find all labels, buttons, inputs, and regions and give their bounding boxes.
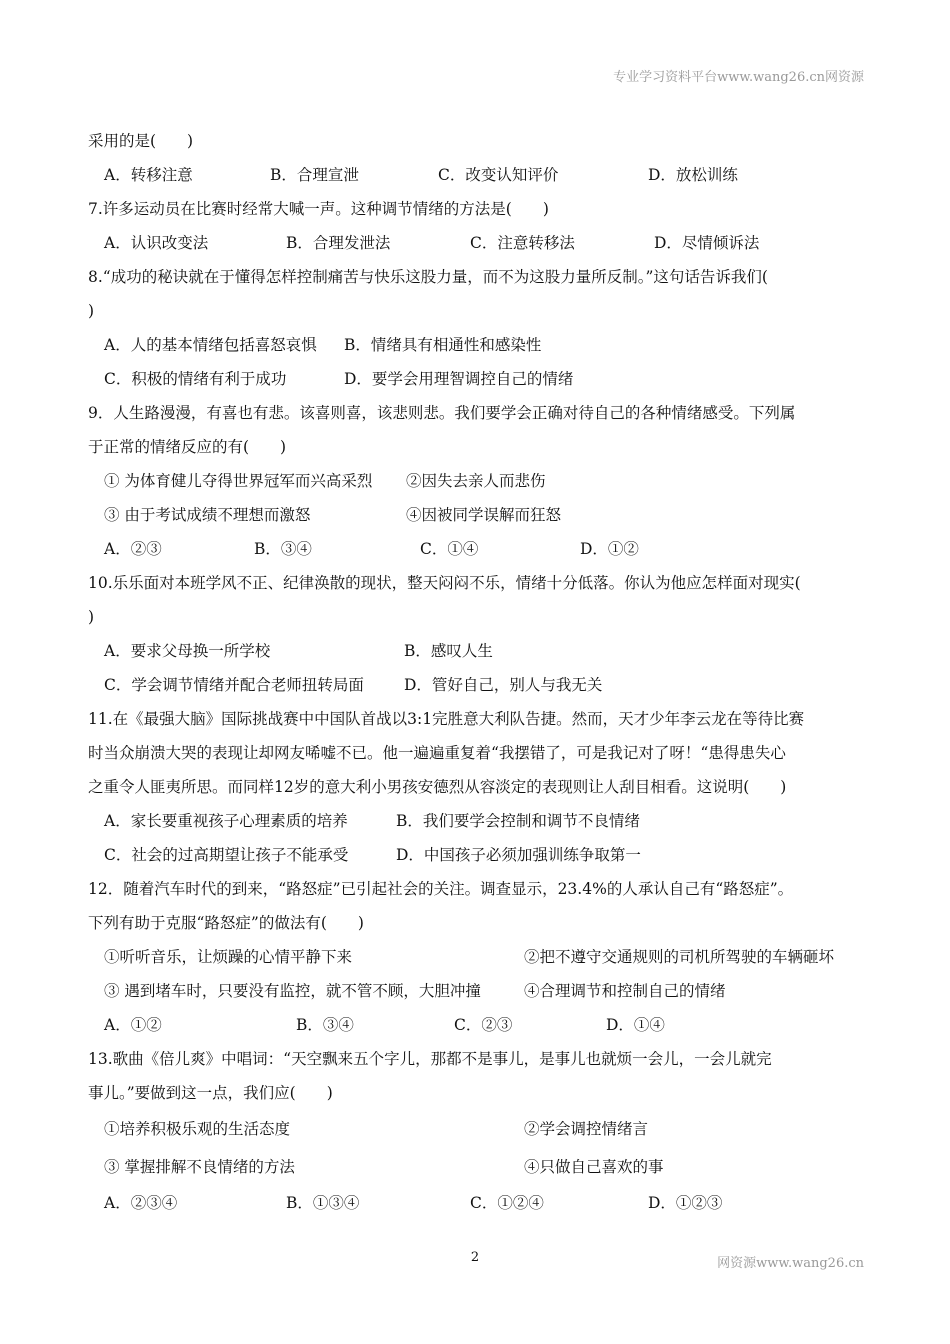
q8-option-a[interactable]: A．人的基本情绪包括喜怒哀惧 xyxy=(104,336,317,354)
q11-option-a[interactable]: A．家长要重视孩子心理素质的培养 xyxy=(104,812,348,830)
q13-items-row1 xyxy=(88,1110,868,1148)
q12-items-row1 xyxy=(88,940,868,974)
q12-stem-line2: 下列有助于克服“路怒症”的做法有( ) xyxy=(88,914,364,932)
q8-options-row1 xyxy=(88,328,868,362)
q10-stem-line1: 10.乐乐面对本班学风不正、纪律涣散的现状，整天闷闷不乐，情绪十分低落。你认为他应怎样面对现实( xyxy=(88,574,801,592)
q6-option-d[interactable]: D．放松训练 xyxy=(648,166,738,184)
q9-item-1: ① 为体育健儿夺得世界冠军而兴高采烈 xyxy=(104,472,373,490)
q12-item-4: ④合理调节和控制自己的情绪 xyxy=(524,982,726,1000)
q13-options xyxy=(88,1186,868,1220)
q9-items-row1 xyxy=(88,464,868,498)
q13-option-d[interactable]: D．①②③ xyxy=(648,1194,723,1212)
q12-stem-line1: 12．随着汽车时代的到来，“路怒症”已引起社会的关注。调查显示，23.4%的人承认自己有“路怒症”。 xyxy=(88,880,794,898)
q9-options xyxy=(88,532,868,566)
q9-stem-line1: 9．人生路漫漫，有喜也有悲。该喜则喜，该悲则悲。我们要学会正确对待自己的各种情绪感受。下列属 xyxy=(88,404,796,422)
q9-option-d[interactable]: D．①② xyxy=(580,540,639,558)
q9-option-b[interactable]: B．③④ xyxy=(254,540,312,558)
q10-option-b[interactable]: B．感叹人生 xyxy=(404,642,493,660)
q9-option-a[interactable]: A．②③ xyxy=(104,540,162,558)
q10-option-a[interactable]: A．要求父母换一所学校 xyxy=(104,642,271,660)
q11-option-c[interactable]: C．社会的过高期望让孩子不能承受 xyxy=(104,846,349,864)
q10-option-d[interactable]: D．管好自己，别人与我无关 xyxy=(404,676,603,694)
q11-stem-line3: 之重令人匪夷所思。而同样12岁的意大利小男孩安德烈从容淡定的表现则让人刮目相看。这说明( ) xyxy=(88,778,787,796)
q9-item-4: ④因被同学误解而狂怒 xyxy=(406,506,562,524)
page-number: 2 xyxy=(470,1250,480,1265)
q8-option-d[interactable]: D．要学会用理智调控自己的情绪 xyxy=(344,370,574,388)
header-site-text: 专业学习资料平台www.wang26.cn网资源 xyxy=(613,70,864,85)
q7-option-b[interactable]: B．合理发泄法 xyxy=(286,234,391,252)
q7-options xyxy=(88,226,868,260)
q13-option-a[interactable]: A．②③④ xyxy=(104,1194,178,1212)
q13-option-b[interactable]: B．①③④ xyxy=(286,1194,360,1212)
q9-item-3: ③ 由于考试成绩不理想而激怒 xyxy=(104,506,311,524)
q13-stem-line1: 13.歌曲《倍儿爽》中唱词：“天空飘来五个字儿，那都不是事儿，是事儿也就烦一会儿，一会儿就完 xyxy=(88,1050,772,1068)
q12-option-d[interactable]: D．①④ xyxy=(606,1016,665,1034)
q10-options-row2 xyxy=(88,668,868,702)
q10-stem-line2: ) xyxy=(88,608,95,626)
q11-options-row1 xyxy=(88,804,868,838)
q7-option-c[interactable]: C．注意转移法 xyxy=(470,234,575,252)
q8-stem-line2: ) xyxy=(88,302,95,320)
q11-stem-line2: 时当众崩溃大哭的表现让却网友唏嘘不已。他一遍遍重复着“我摆错了，可是我记对了呀！“患得患失心 xyxy=(88,744,786,762)
q11-stem-line1: 11.在《最强大脑》国际挑战赛中中国队首战以3:1完胜意大利队告捷。然而，天才少年李云龙在等待比赛 xyxy=(88,710,805,728)
q8-option-b[interactable]: B．情绪具有相通性和感染性 xyxy=(344,336,542,354)
q13-stem-line2: 事儿。”要做到这一点，我们应( ) xyxy=(88,1084,333,1102)
q9-stem-line2: 于正常的情绪反应的有( ) xyxy=(88,438,287,456)
q12-option-b[interactable]: B．③④ xyxy=(296,1016,354,1034)
q13-item-1: ①培养积极乐观的生活态度 xyxy=(104,1120,291,1138)
footer-site-text: 网资源www.wang26.cn xyxy=(717,1256,864,1271)
q7-option-d[interactable]: D．尽情倾诉法 xyxy=(654,234,760,252)
q12-option-c[interactable]: C．②③ xyxy=(454,1016,513,1034)
q8-option-c[interactable]: C．积极的情绪有利于成功 xyxy=(104,370,287,388)
q7-stem: 7.许多运动员在比赛时经常大喊一声。这种调节情绪的方法是( ) xyxy=(88,200,549,218)
q6-option-a[interactable]: A．转移注意 xyxy=(104,166,193,184)
q7-option-a[interactable]: A．认识改变法 xyxy=(104,234,209,252)
q11-options-row2 xyxy=(88,838,868,872)
q13-option-c[interactable]: C．①②④ xyxy=(470,1194,544,1212)
q12-options xyxy=(88,1008,868,1042)
q8-options-row2 xyxy=(88,362,868,396)
q13-item-3: ③ 掌握排解不良情绪的方法 xyxy=(104,1158,295,1176)
q6-option-c[interactable]: C．改变认知评价 xyxy=(438,166,559,184)
q12-item-1: ①听听音乐，让烦躁的心情平静下来 xyxy=(104,948,353,966)
q13-item-4: ④只做自己喜欢的事 xyxy=(524,1158,664,1176)
q12-option-a[interactable]: A．①② xyxy=(104,1016,162,1034)
q10-options-row1 xyxy=(88,634,868,668)
q12-items-row2 xyxy=(88,974,868,1008)
q12-item-2: ②把不遵守交通规则的司机所驾驶的车辆砸坏 xyxy=(524,948,835,966)
q11-option-d[interactable]: D．中国孩子必须加强训练争取第一 xyxy=(396,846,641,864)
q11-option-b[interactable]: B．我们要学会控制和调节不良情绪 xyxy=(396,812,640,830)
q6-option-b[interactable]: B．合理宣泄 xyxy=(270,166,359,184)
question-list xyxy=(88,124,868,1220)
q10-option-c[interactable]: C．学会调节情绪并配合老师扭转局面 xyxy=(104,676,364,694)
q9-items-row2 xyxy=(88,498,868,532)
q9-option-c[interactable]: C．①④ xyxy=(420,540,479,558)
q6-options xyxy=(88,158,868,192)
q12-item-3: ③ 遇到堵车时，只要没有监控，就不管不顾，大胆冲撞 xyxy=(104,982,481,1000)
q9-item-2: ②因失去亲人而悲伤 xyxy=(406,472,546,490)
q13-item-2: ②学会调控情绪言 xyxy=(524,1120,649,1138)
q6-stem-tail: 采用的是( ) xyxy=(88,132,194,150)
q13-items-row2 xyxy=(88,1148,868,1186)
q8-stem-line1: 8.“成功的秘诀就在于懂得怎样控制痛苦与快乐这股力量，而不为这股力量所反制。”这句话告诉我们( xyxy=(88,268,768,286)
